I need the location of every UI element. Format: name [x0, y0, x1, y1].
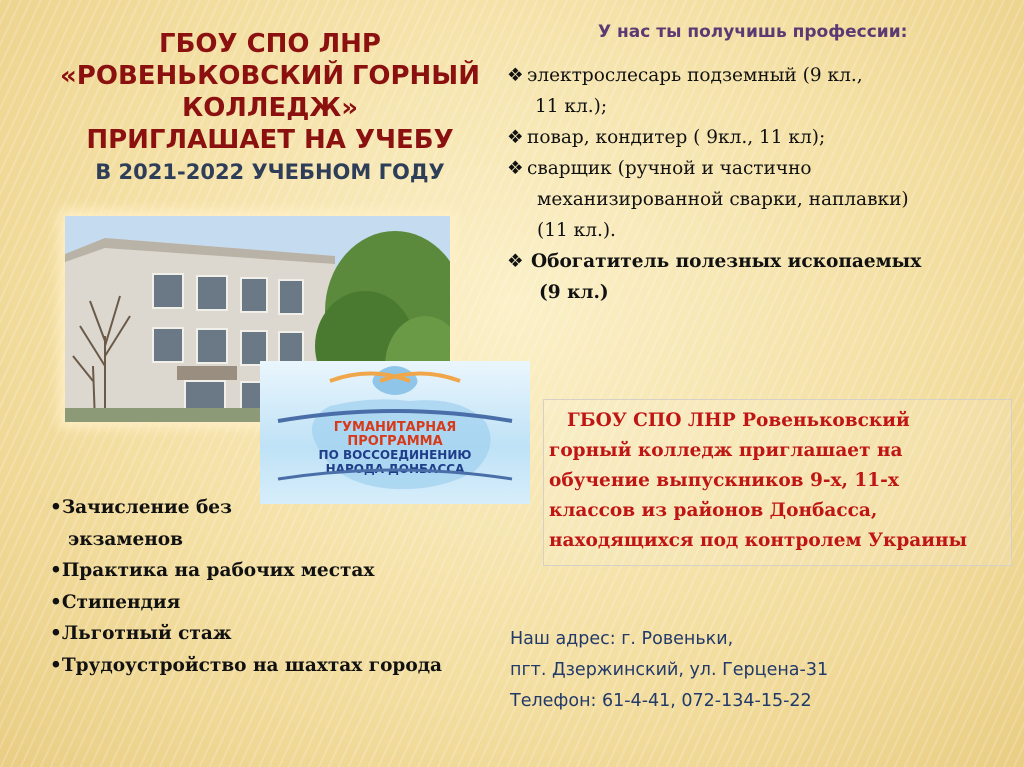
professions-heading: У нас ты получишь профессии:	[598, 22, 908, 42]
profession-text: (11 кл.).	[537, 220, 616, 241]
benefit-item: •Зачисление без	[50, 497, 232, 518]
profession-text: 11 кл.);	[535, 96, 608, 117]
phone-line: Телефон: 61-4-41, 072-134-15-22	[510, 691, 812, 711]
benefit-item: экзаменов	[68, 528, 183, 550]
benefit-item: •Практика на рабочих местах	[50, 560, 375, 581]
logo-line-2: ПРОГРАММА	[347, 434, 443, 449]
address-block	[510, 624, 828, 717]
address-line: пгт. Дзержинский, ул. Герцена-31	[510, 660, 829, 680]
logo-line-4: НАРОДА ДОНБАССА	[325, 462, 465, 476]
profession-text: электрослесарь подземный (9 кл.,	[527, 65, 863, 86]
invitation-line: ГБОУ СПО ЛНР Ровеньковский	[567, 410, 910, 431]
profession-text: повар, кондитер ( 9кл., 11 кл);	[527, 127, 826, 148]
logo-line-3: ПО ВОССОЕДИНЕНИЮ	[318, 448, 472, 462]
profession-item	[507, 246, 1002, 308]
title-line-1: ГБОУ СПО ЛНР	[159, 29, 381, 59]
title-line-4: ПРИГЛАШАЕТ НА УЧЕБУ	[86, 125, 454, 155]
profession-item	[507, 60, 1002, 122]
humanitarian-program-logo	[260, 361, 530, 504]
diamond-bullet-icon: ❖	[507, 158, 524, 179]
profession-text: (9 кл.)	[539, 282, 609, 303]
title-line-2a: «РОВЕНЬКОВСКИЙ	[60, 61, 345, 91]
invitation-line: обучение выпускников 9-х, 11-х	[549, 470, 899, 491]
benefits-list	[50, 492, 490, 681]
invitation-line: классов из районов Донбасса,	[549, 500, 878, 521]
profession-text: механизированной сварки, наплавки)	[537, 189, 909, 210]
profession-item	[507, 122, 1002, 153]
diamond-bullet-icon: ❖	[507, 251, 524, 272]
title-line-3: КОЛЛЕДЖ»	[181, 93, 359, 123]
diamond-bullet-icon: ❖	[507, 65, 524, 86]
college-title	[60, 28, 480, 188]
professions-list	[507, 60, 1002, 308]
title-year: В 2021-2022 УЧЕБНОМ ГОДУ	[95, 160, 445, 184]
invitation-text	[549, 406, 1004, 556]
benefit-item: •Трудоустройство на шахтах города	[50, 654, 443, 676]
benefit-item: •Льготный стаж	[50, 623, 232, 644]
address-line: Наш адрес: г. Ровеньки,	[510, 629, 734, 649]
title-line-2b: ГОРНЫЙ	[351, 61, 480, 91]
logo-line-1: ГУМАНИТАРНАЯ	[333, 420, 457, 435]
diamond-bullet-icon: ❖	[507, 127, 524, 148]
benefit-item: •Стипендия	[50, 591, 181, 613]
profession-text: Обогатитель полезных ископаемых	[531, 251, 922, 272]
invitation-line: находящихся под контролем Украины	[549, 530, 968, 551]
profession-item	[507, 153, 1002, 246]
title-line-2	[60, 60, 480, 92]
invitation-line: горный колледж приглашает на	[549, 440, 903, 461]
profession-text: сварщик (ручной и частично	[527, 158, 812, 179]
